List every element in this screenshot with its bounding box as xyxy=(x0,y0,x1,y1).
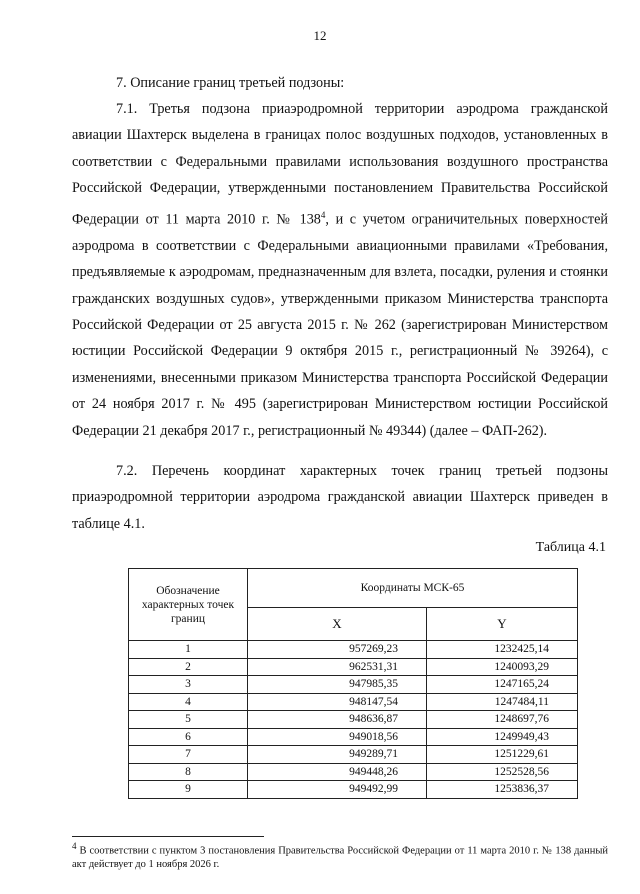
y-value: 1252528,56 xyxy=(427,763,578,781)
col-header-coords: Координаты МСК-65 xyxy=(248,569,578,608)
footnote xyxy=(72,840,608,871)
footnote-text: В соответствии с пунктом 3 постановления Правительства Российской Федерации от 11 марта 2010 г. № 138 данный акт действует до 1 ноября 2026 г. xyxy=(72,845,608,870)
point-id: 7 xyxy=(129,746,248,764)
point-id: 1 xyxy=(129,641,248,659)
footnote-number: 4 xyxy=(72,841,77,851)
footnote-ref: 4 xyxy=(320,209,326,220)
point-id: 4 xyxy=(129,693,248,711)
table-row xyxy=(129,641,578,659)
table-row xyxy=(129,658,578,676)
footnote-divider xyxy=(72,836,264,837)
col-header-point: Обозначение характерных точек границ xyxy=(129,569,248,641)
section-heading-text: 7. Описание границ третьей подзоны: xyxy=(116,75,345,91)
point-id: 5 xyxy=(129,711,248,729)
table-row xyxy=(129,763,578,781)
section-heading xyxy=(72,70,608,96)
y-value: 1248697,76 xyxy=(427,711,578,729)
y-value: 1247165,24 xyxy=(427,676,578,694)
col-header-x: X xyxy=(248,608,427,641)
y-value: 1232425,14 xyxy=(427,641,578,659)
table-row xyxy=(129,781,578,799)
y-value: 1247484,11 xyxy=(427,693,578,711)
x-value: 957269,23 xyxy=(248,641,427,659)
table-row xyxy=(129,728,578,746)
table-row xyxy=(129,746,578,764)
table-caption: Таблица 4.1 xyxy=(535,540,606,555)
y-value: 1249949,43 xyxy=(427,728,578,746)
x-value: 947985,35 xyxy=(248,676,427,694)
point-id: 2 xyxy=(129,658,248,676)
paragraph-7-1-text-a: 7.1. Третья подзона приаэродромной территории аэродрома гражданской авиации Шахтерск выделена в границах полос воздушных подходов, установленных в соответствии с Федеральными правилами использования воздушного пространства Российской Федерации, утвержденными постановлением Правительства Российской Федерации от 11 марта 2010 г. № 138 xyxy=(72,101,608,228)
y-value: 1251229,61 xyxy=(427,746,578,764)
point-id: 9 xyxy=(129,781,248,799)
table-row xyxy=(129,693,578,711)
point-id: 6 xyxy=(129,728,248,746)
paragraph-7-1-text-b: , и с учетом ограничительных поверхностей аэродрома в соответствии с Федеральными авиационными правилами «Требования, предъявляемые к аэродромам, предназначенным для взлета, посадки, руления и стоянки гражданских воздушных судов», утвержденными приказом Министерства транспорта Российской Федерации от 25 августа 2015 г. № 262 (зарегистрирован Министерством юстиции Российской Федерации 9 октября 2015 г., регистрационный № 39264), с изменениями, внесенными приказом Министерства транспорта Российской Федерации от 24 ноября 2017 г. № 495 (зарегистрирован Министерством юстиции Российской Федерации 21 декабря 2017 г., регистрационный № 49344) (далее – ФАП-262). xyxy=(72,211,608,439)
x-value: 948636,87 xyxy=(248,711,427,729)
page-number: 12 xyxy=(313,28,327,43)
table-row xyxy=(129,711,578,729)
x-value: 949492,99 xyxy=(248,781,427,799)
y-value: 1253836,37 xyxy=(427,781,578,799)
x-value: 948147,54 xyxy=(248,693,427,711)
x-value: 949018,56 xyxy=(248,728,427,746)
y-value: 1240093,29 xyxy=(427,658,578,676)
point-id: 3 xyxy=(129,676,248,694)
paragraph-7-2 xyxy=(72,458,608,537)
table-row xyxy=(129,676,578,694)
x-value: 949448,26 xyxy=(248,763,427,781)
x-value: 962531,31 xyxy=(248,658,427,676)
paragraph-7-2-text: 7.2. Перечень координат характерных точек границ третьей подзоны приаэродромной территории аэродрома гражданской авиации Шахтерск приведен в таблице 4.1. xyxy=(72,463,608,532)
col-header-y: Y xyxy=(427,608,578,641)
coordinates-table xyxy=(128,568,578,799)
point-id: 8 xyxy=(129,763,248,781)
x-value: 949289,71 xyxy=(248,746,427,764)
paragraph-7-1 xyxy=(72,96,608,444)
